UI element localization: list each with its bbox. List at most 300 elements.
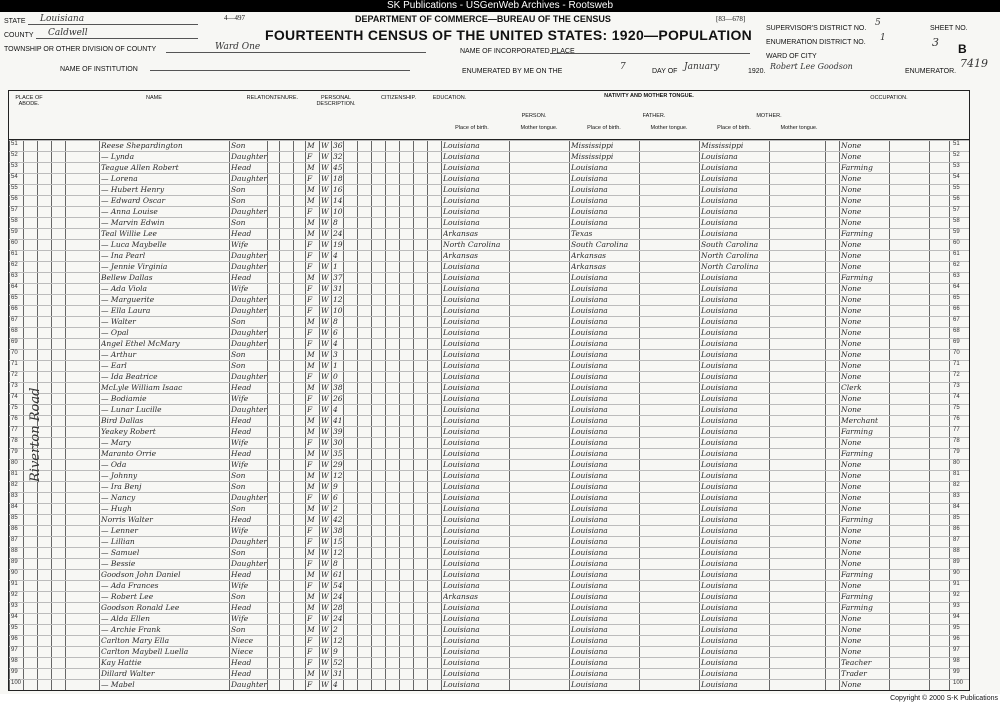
row-number: 87	[11, 537, 18, 543]
row-number-right: 84	[953, 504, 960, 510]
row-number: 86	[11, 526, 18, 532]
race: W	[321, 416, 329, 425]
person-name: — Lorena	[101, 174, 138, 183]
person-birthplace: Louisiana	[443, 317, 480, 326]
mother-birthplace: Louisiana	[701, 152, 738, 161]
row-number: 59	[11, 229, 18, 235]
race: W	[321, 328, 329, 337]
row-number-right: 93	[953, 603, 960, 609]
age: 1	[333, 361, 338, 370]
person-name: Goodson Ronald Lee	[101, 603, 180, 612]
row-number: 85	[11, 515, 18, 521]
row-number-right: 70	[953, 350, 960, 356]
occupation: None	[841, 251, 862, 260]
relation: Wife	[231, 438, 249, 447]
row-number-right: 97	[953, 647, 960, 653]
relation: Son	[231, 361, 246, 370]
person-birthplace: Louisiana	[443, 438, 480, 447]
row-number: 64	[11, 284, 18, 290]
age: 14	[333, 196, 343, 205]
row-number-right: 67	[953, 317, 960, 323]
person-name: — Anna Louise	[101, 207, 158, 216]
mother-birthplace: Louisiana	[701, 471, 738, 480]
race: W	[321, 284, 329, 293]
mother-birthplace: North Carolina	[701, 251, 759, 260]
row-number-right: 89	[953, 559, 960, 565]
col-nativity: NATIVITY AND MOTHER TONGUE.	[604, 93, 694, 99]
row-number-right: 59	[953, 229, 960, 235]
relation: Son	[231, 625, 246, 634]
township-blank	[166, 42, 426, 53]
sex: F	[307, 537, 313, 546]
row-number-right: 83	[953, 493, 960, 499]
row-number: 94	[11, 614, 18, 620]
occupation: None	[841, 262, 862, 271]
mother-birthplace: Louisiana	[701, 658, 738, 667]
row-number-right: 79	[953, 449, 960, 455]
age: 24	[333, 229, 343, 238]
age: 3	[333, 350, 338, 359]
sex: M	[307, 141, 315, 150]
person-name: — Nancy	[101, 493, 136, 502]
relation: Head	[231, 658, 252, 667]
person-birthplace: Louisiana	[443, 218, 480, 227]
father-birthplace: Louisiana	[571, 207, 608, 216]
row-number-right: 73	[953, 383, 960, 389]
mother-birthplace: Louisiana	[701, 328, 738, 337]
father-birthplace: Louisiana	[571, 537, 608, 546]
relation: Wife	[231, 526, 249, 535]
person-name: — Marvin Edwin	[101, 218, 165, 227]
person-name: Dillard Walter	[101, 669, 155, 678]
relation: Daughter	[231, 372, 267, 381]
occupation: Farming	[841, 427, 873, 436]
race: W	[321, 306, 329, 315]
race: W	[321, 383, 329, 392]
row-number-right: 78	[953, 438, 960, 444]
row-number: 81	[11, 471, 18, 477]
relation: Head	[231, 603, 252, 612]
side-note: Riverton Road	[28, 387, 43, 482]
occupation: Clerk	[841, 383, 862, 392]
person-birthplace: Louisiana	[443, 262, 480, 271]
race: W	[321, 207, 329, 216]
col-tenure: TENURE.	[273, 95, 299, 101]
sex: F	[307, 405, 313, 414]
mother-birthplace: Louisiana	[701, 647, 738, 656]
mother-birthplace: Louisiana	[701, 614, 738, 623]
father-birthplace: Louisiana	[571, 350, 608, 359]
mother-birthplace: Louisiana	[701, 207, 738, 216]
person-name: Angel Ethel McMary	[101, 339, 180, 348]
relation: Head	[231, 515, 252, 524]
person-name: — Ada Frances	[101, 581, 159, 590]
sex: F	[307, 152, 313, 161]
col-person-tongue: Mother tongue.	[520, 125, 558, 131]
relation: Son	[231, 317, 246, 326]
sex: M	[307, 350, 315, 359]
sheet-label: SHEET NO.	[930, 25, 968, 32]
row-number: 83	[11, 493, 18, 499]
father-birthplace: Louisiana	[571, 504, 608, 513]
race: W	[321, 372, 329, 381]
age: 12	[333, 636, 343, 645]
mother-birthplace: Louisiana	[701, 438, 738, 447]
row-number: 68	[11, 328, 18, 334]
mother-birthplace: Louisiana	[701, 383, 738, 392]
race: W	[321, 647, 329, 656]
person-birthplace: Louisiana	[443, 163, 480, 172]
race: W	[321, 229, 329, 238]
age: 42	[333, 515, 343, 524]
sex: F	[307, 240, 313, 249]
occupation: None	[841, 405, 862, 414]
mother-birthplace: Louisiana	[701, 196, 738, 205]
age: 8	[333, 317, 338, 326]
age: 16	[333, 185, 343, 194]
relation: Head	[231, 570, 252, 579]
sex: M	[307, 229, 315, 238]
person-name: — Luca Maybelle	[101, 240, 167, 249]
relation: Niece	[231, 636, 254, 645]
relation: Daughter	[231, 174, 267, 183]
race: W	[321, 570, 329, 579]
person-birthplace: Louisiana	[443, 515, 480, 524]
relation: Daughter	[231, 405, 267, 414]
row-number: 80	[11, 460, 18, 466]
row-number: 70	[11, 350, 18, 356]
sex: F	[307, 526, 313, 535]
person-name: — Mabel	[101, 680, 135, 689]
age: 24	[333, 592, 343, 601]
person-name: Reese Shepardington	[101, 141, 183, 150]
occupation: Farming	[841, 273, 873, 282]
person-name: — Opal	[101, 328, 129, 337]
race: W	[321, 482, 329, 491]
row-number-right: 86	[953, 526, 960, 532]
sex: M	[307, 471, 315, 480]
occupation: None	[841, 284, 862, 293]
person-birthplace: Louisiana	[443, 394, 480, 403]
age: 31	[333, 669, 343, 678]
row-number: 62	[11, 262, 18, 268]
father-birthplace: Louisiana	[571, 306, 608, 315]
father-birthplace: Louisiana	[571, 416, 608, 425]
row-number-right: 82	[953, 482, 960, 488]
person-name: — Ira Benj	[101, 482, 142, 491]
row-number: 99	[11, 669, 18, 675]
father-birthplace: Mississippi	[571, 152, 614, 161]
sex: F	[307, 262, 313, 271]
father-birthplace: South Carolina	[571, 240, 629, 249]
row-number: 55	[11, 185, 18, 191]
row-number: 66	[11, 306, 18, 312]
person-name: Kay Hattie	[101, 658, 142, 667]
relation: Wife	[231, 614, 249, 623]
sex: F	[307, 328, 313, 337]
father-birthplace: Louisiana	[571, 570, 608, 579]
occupation: None	[841, 625, 862, 634]
person-birthplace: Louisiana	[443, 416, 480, 425]
mother-birthplace: Louisiana	[701, 548, 738, 557]
father-birthplace: Louisiana	[571, 339, 608, 348]
row-number-right: 98	[953, 658, 960, 664]
institution-blank	[150, 60, 410, 71]
person-name: Teague Allen Robert	[101, 163, 179, 172]
person-birthplace: Louisiana	[443, 548, 480, 557]
mother-birthplace: Louisiana	[701, 229, 738, 238]
person-birthplace: Louisiana	[443, 339, 480, 348]
row-number-right: 72	[953, 372, 960, 378]
occupation: None	[841, 295, 862, 304]
mother-birthplace: Mississippi	[701, 141, 744, 150]
relation: Wife	[231, 394, 249, 403]
row-number: 72	[11, 372, 18, 378]
occupation: None	[841, 339, 862, 348]
occupation: Farming	[841, 592, 873, 601]
relation: Head	[231, 416, 252, 425]
sex: F	[307, 647, 313, 656]
county-label: COUNTY	[4, 32, 34, 39]
race: W	[321, 559, 329, 568]
mother-birthplace: Louisiana	[701, 273, 738, 282]
race: W	[321, 526, 329, 535]
mother-birthplace: Louisiana	[701, 295, 738, 304]
person-birthplace: Louisiana	[443, 460, 480, 469]
sex: F	[307, 207, 313, 216]
row-number: 77	[11, 427, 18, 433]
age: 29	[333, 460, 343, 469]
sheet-value: 3	[932, 36, 939, 49]
relation: Niece	[231, 647, 254, 656]
person-birthplace: Louisiana	[443, 449, 480, 458]
age: 2	[333, 625, 338, 634]
sex: F	[307, 251, 313, 260]
person-name: — Arthur	[101, 350, 137, 359]
person-name: — Ida Beatrice	[101, 372, 158, 381]
person-birthplace: Louisiana	[443, 295, 480, 304]
sex: M	[307, 416, 315, 425]
banner-text: SK Publications - USGenWeb Archives - Rootsweb	[386, 0, 614, 11]
sex: M	[307, 482, 315, 491]
census-grid	[8, 139, 970, 691]
mother-birthplace: Louisiana	[701, 581, 738, 590]
father-birthplace: Louisiana	[571, 471, 608, 480]
person-name: — Bodiamie	[101, 394, 147, 403]
mother-birthplace: Louisiana	[701, 636, 738, 645]
row-number-right: 81	[953, 471, 960, 477]
person-birthplace: Louisiana	[443, 669, 480, 678]
person-birthplace: Louisiana	[443, 328, 480, 337]
person-birthplace: Louisiana	[443, 537, 480, 546]
sex: F	[307, 339, 313, 348]
col-person-birth: Place of birth.	[455, 125, 489, 131]
sex: M	[307, 383, 315, 392]
sex: M	[307, 515, 315, 524]
occupation: None	[841, 152, 862, 161]
person-name: — Alda Ellen	[101, 614, 150, 623]
mother-birthplace: Louisiana	[701, 537, 738, 546]
father-birthplace: Louisiana	[571, 328, 608, 337]
person-name: — Oda	[101, 460, 127, 469]
enumerated-label: ENUMERATED BY ME ON THE	[462, 68, 563, 75]
row-number: 76	[11, 416, 18, 422]
occupation: None	[841, 482, 862, 491]
person-name: — Jennie Virginia	[101, 262, 168, 271]
race: W	[321, 592, 329, 601]
relation: Daughter	[231, 262, 267, 271]
supervisor-label: SUPERVISOR'S DISTRICT NO.	[766, 25, 867, 32]
occupation: None	[841, 548, 862, 557]
col-occupation: OCCUPATION.	[870, 95, 908, 101]
father-birthplace: Louisiana	[571, 284, 608, 293]
age: 9	[333, 647, 338, 656]
row-number: 92	[11, 592, 18, 598]
race: W	[321, 295, 329, 304]
col-education: EDUCATION.	[432, 95, 467, 101]
father-birthplace: Louisiana	[571, 548, 608, 557]
col-person-group: PERSON.	[521, 113, 547, 119]
sheet-letter: B	[958, 42, 967, 56]
father-birthplace: Louisiana	[571, 295, 608, 304]
row-number-right: 91	[953, 581, 960, 587]
person-name: — Edward Oscar	[101, 196, 166, 205]
relation: Head	[231, 449, 252, 458]
father-birthplace: Louisiana	[571, 394, 608, 403]
mother-birthplace: Louisiana	[701, 405, 738, 414]
father-birthplace: Louisiana	[571, 196, 608, 205]
person-birthplace: Louisiana	[443, 504, 480, 513]
row-number-right: 85	[953, 515, 960, 521]
institution-label: NAME OF INSTITUTION	[60, 66, 138, 73]
person-birthplace: North Carolina	[443, 240, 501, 249]
top-banner	[0, 0, 1000, 12]
father-birthplace: Louisiana	[571, 372, 608, 381]
sex: M	[307, 196, 315, 205]
sex: M	[307, 218, 315, 227]
father-birthplace: Louisiana	[571, 438, 608, 447]
mother-birthplace: Louisiana	[701, 669, 738, 678]
row-number-right: 92	[953, 592, 960, 598]
census-sheet	[0, 12, 1000, 694]
race: W	[321, 460, 329, 469]
mother-birthplace: Louisiana	[701, 185, 738, 194]
copyright-text: Copyright © 2000 S-K Publications	[890, 695, 998, 702]
occupation: None	[841, 141, 862, 150]
sex: F	[307, 306, 313, 315]
sex: F	[307, 636, 313, 645]
person-birthplace: Louisiana	[443, 185, 480, 194]
mother-birthplace: Louisiana	[701, 416, 738, 425]
incorporated-blank	[550, 43, 750, 54]
relation: Daughter	[231, 152, 267, 161]
age: 1	[333, 262, 338, 271]
sex: M	[307, 273, 315, 282]
race: W	[321, 141, 329, 150]
occupation: Teacher	[841, 658, 872, 667]
age: 12	[333, 548, 343, 557]
sex: M	[307, 592, 315, 601]
row-number-right: 68	[953, 328, 960, 334]
row-number-right: 62	[953, 262, 960, 268]
mother-birthplace: Louisiana	[701, 350, 738, 359]
relation: Son	[231, 548, 246, 557]
occupation: Farming	[841, 449, 873, 458]
relation: Son	[231, 218, 246, 227]
relation: Wife	[231, 284, 249, 293]
person-name: — Earl	[101, 361, 127, 370]
sex: M	[307, 361, 315, 370]
age: 6	[333, 328, 338, 337]
person-birthplace: Louisiana	[443, 471, 480, 480]
father-birthplace: Louisiana	[571, 317, 608, 326]
race: W	[321, 493, 329, 502]
person-name: Bird Dallas	[101, 416, 144, 425]
department-heading: DEPARTMENT OF COMMERCE—BUREAU OF THE CENSUS	[355, 14, 611, 24]
occupation: None	[841, 350, 862, 359]
row-number: 90	[11, 570, 18, 576]
row-number-right: 61	[953, 251, 960, 257]
father-birthplace: Louisiana	[571, 460, 608, 469]
enumerated-day: 7	[620, 62, 626, 72]
relation: Daughter	[231, 537, 267, 546]
person-birthplace: Louisiana	[443, 141, 480, 150]
age: 6	[333, 493, 338, 502]
occupation: None	[841, 460, 862, 469]
row-number-right: 51	[953, 141, 960, 147]
person-name: Teal Willie Lee	[101, 229, 157, 238]
race: W	[321, 317, 329, 326]
sex: F	[307, 658, 313, 667]
row-number: 53	[11, 163, 18, 169]
row-number: 51	[11, 141, 18, 147]
person-name: Bellew Dallas	[101, 273, 153, 282]
row-number-right: 99	[953, 669, 960, 675]
row-number: 96	[11, 636, 18, 642]
person-birthplace: Arkansas	[443, 229, 479, 238]
father-birthplace: Louisiana	[571, 515, 608, 524]
sex: M	[307, 669, 315, 678]
mother-birthplace: Louisiana	[701, 394, 738, 403]
age: 28	[333, 603, 343, 612]
father-birthplace: Louisiana	[571, 218, 608, 227]
age: 18	[333, 174, 343, 183]
race: W	[321, 548, 329, 557]
sex: M	[307, 185, 315, 194]
col-relation: RELATION.	[246, 95, 276, 101]
row-number: 63	[11, 273, 18, 279]
person-name: — Ina Pearl	[101, 251, 146, 260]
sex: F	[307, 174, 313, 183]
relation: Wife	[231, 581, 249, 590]
person-birthplace: Louisiana	[443, 306, 480, 315]
row-number-right: 65	[953, 295, 960, 301]
mother-birthplace: Louisiana	[701, 493, 738, 502]
row-number: 91	[11, 581, 18, 587]
person-birthplace: Louisiana	[443, 680, 480, 689]
race: W	[321, 152, 329, 161]
age: 36	[333, 141, 343, 150]
row-number-right: 66	[953, 306, 960, 312]
row-number-right: 100	[953, 680, 964, 686]
row-number: 74	[11, 394, 18, 400]
person-name: Yeakey Robert	[101, 427, 156, 436]
row-number: 84	[11, 504, 18, 510]
person-birthplace: Arkansas	[443, 592, 479, 601]
col-name: NAME	[146, 95, 162, 101]
age: 45	[333, 163, 343, 172]
mother-birthplace: Louisiana	[701, 559, 738, 568]
